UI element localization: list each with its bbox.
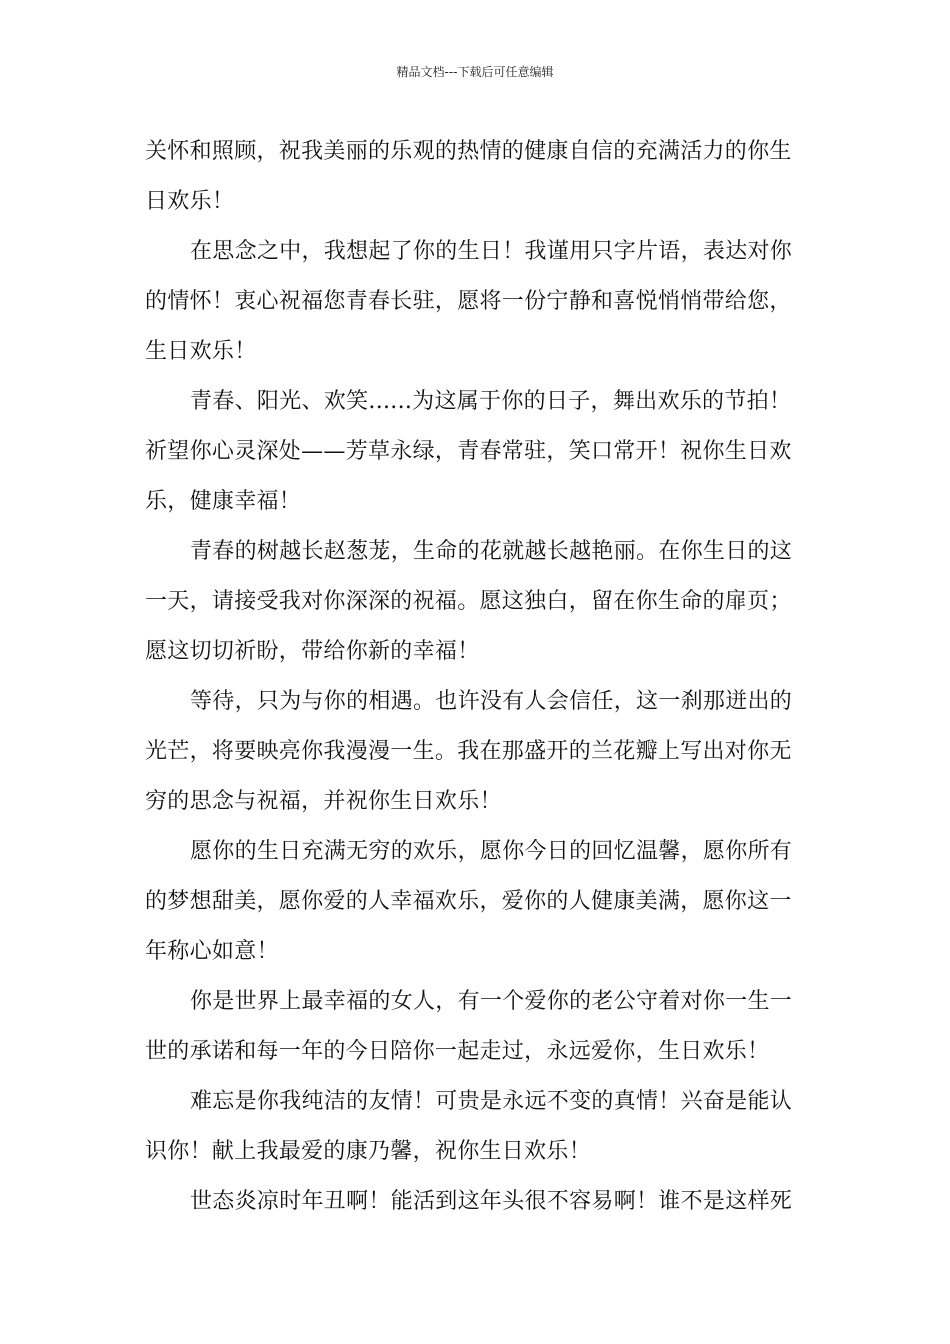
text-line: 愿这切切祈盼，带给你新的幸福！ xyxy=(145,639,480,664)
paragraph xyxy=(145,977,807,1077)
text-line: 年称心如意！ xyxy=(145,939,279,964)
text-line: 等待，只为与你的相遇。也许没有人会信任，这一刹那迸出的 xyxy=(190,689,793,714)
paragraph xyxy=(145,227,807,377)
text-line: 生日欢乐！ xyxy=(145,339,257,364)
text-line: 的情怀！衷心祝福您青春长驻，愿将一份宁静和喜悦悄悄带给您， xyxy=(145,289,792,314)
page-header: 精品文档---下载后可任意编辑 xyxy=(396,65,554,79)
text-line: 世态炎凉时年丑啊！能活到这年头很不容易啊！谁不是这样死 xyxy=(190,1189,793,1214)
document-body xyxy=(145,127,807,1227)
text-line: 青春、阳光、欢笑......为这属于你的日子，舞出欢乐的节拍！ xyxy=(190,389,792,414)
paragraph xyxy=(145,127,807,227)
text-line: 你是世界上最幸福的女人，有一个爱你的老公守着对你一生一 xyxy=(190,989,793,1014)
text-line: 日欢乐！ xyxy=(145,189,235,214)
text-line: 识你！献上我最爱的康乃馨，祝你生日欢乐！ xyxy=(145,1139,592,1164)
text-line: 的梦想甜美，愿你爱的人幸福欢乐，爱你的人健康美满，愿你这一 xyxy=(145,889,792,914)
text-line: 一天，请接受我对你深深的祝福。愿这独白，留在你生命的扉页； xyxy=(145,589,792,614)
paragraph xyxy=(145,827,807,977)
text-line: 光芒，将要映亮你我漫漫一生。我在那盛开的兰花瓣上写出对你无 xyxy=(145,739,792,764)
paragraph xyxy=(145,527,807,677)
paragraph xyxy=(145,1077,807,1177)
paragraph xyxy=(145,677,807,827)
text-line: 难忘是你我纯洁的友情！可贵是永远不变的真情！兴奋是能认 xyxy=(190,1089,793,1114)
text-line: 愿你的生日充满无穷的欢乐，愿你今日的回忆温馨，愿你所有 xyxy=(190,839,793,864)
text-line: 青春的树越长赵葱茏，生命的花就越长越艳丽。在你生日的这 xyxy=(190,539,793,564)
text-line: 乐，健康幸福！ xyxy=(145,489,302,514)
text-line: 祈望你心灵深处——芳草永绿，青春常驻，笑口常开！祝你生日欢 xyxy=(145,439,792,464)
paragraph xyxy=(145,377,807,527)
text-line: 在思念之中，我想起了你的生日！我谨用只字片语，表达对你 xyxy=(190,239,793,264)
text-line: 关怀和照顾，祝我美丽的乐观的热情的健康自信的充满活力的你生 xyxy=(145,139,792,164)
paragraph xyxy=(145,1177,807,1227)
text-line: 穷的思念与祝福，并祝你生日欢乐！ xyxy=(145,789,502,814)
text-line: 世的承诺和每一年的今日陪你一起走过，永远爱你，生日欢乐！ xyxy=(145,1039,770,1064)
